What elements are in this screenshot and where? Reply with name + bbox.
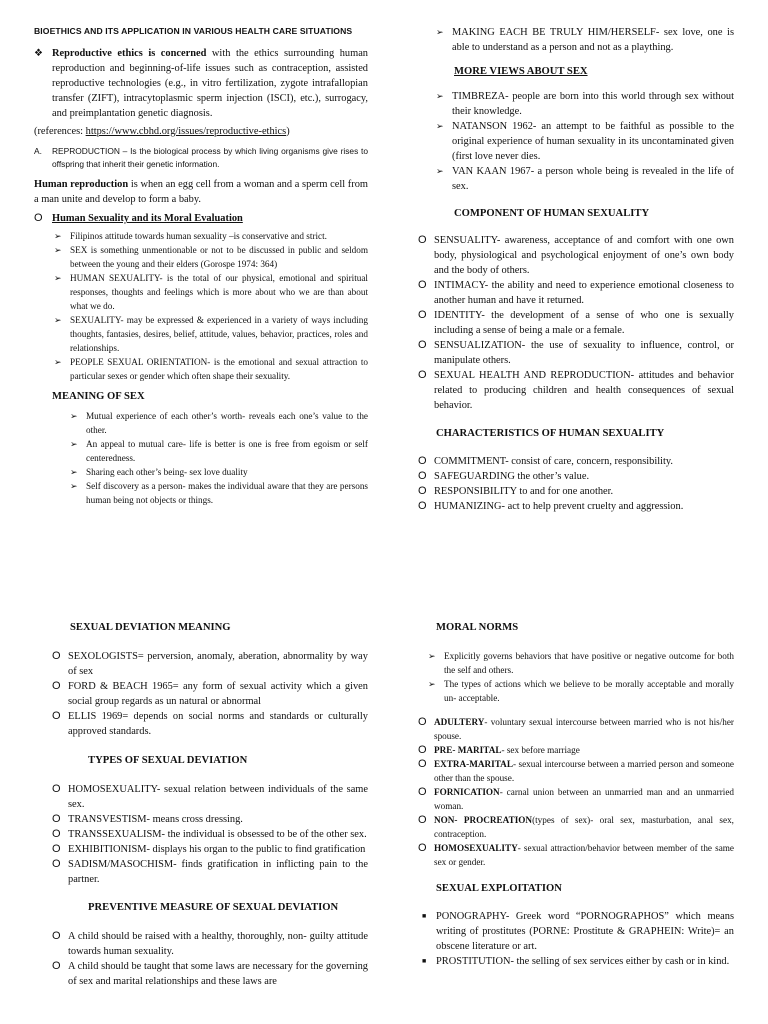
sexuality-item-text: PEOPLE SEXUAL ORIENTATION- is the emotional and sexual attraction to particular sexes or gender which often shape their sexuality. bbox=[70, 357, 368, 381]
repro-ethics-item bbox=[34, 46, 368, 121]
moral-term: EXTRA-MARITAL bbox=[434, 759, 513, 769]
moral-terms-list bbox=[418, 715, 734, 869]
references-link[interactable]: https://www.cbhd.org/issues/reproductive-ethics bbox=[85, 126, 287, 137]
sexuality-heading: Human Sexuality and its Moral Evaluation bbox=[52, 213, 243, 224]
meaning-item-text: Sharing each other’s being- sex love duality bbox=[86, 467, 248, 477]
document-title: BIOETHICS AND ITS APPLICATION IN VARIOUS HEALTH CARE SITUATIONS bbox=[34, 26, 353, 36]
reproduction-definition bbox=[34, 145, 368, 171]
list-item bbox=[70, 409, 368, 437]
list-item bbox=[52, 649, 368, 679]
moral-term-text: - voluntary sexual intercourse between married who is not his/her spouse. bbox=[434, 717, 734, 741]
circle-bullet-icon: O bbox=[418, 309, 427, 321]
repro-ethics-list bbox=[34, 46, 368, 121]
circle-bullet-icon: O bbox=[52, 930, 61, 942]
human-reproduction-text: is when an egg cell from a woman and a sperm cell from a man unite and develop to form a baby. bbox=[34, 179, 369, 205]
more-views-text: NATANSON 1962- an attempt to be faithful as possible to the original experience of human sexuality in its uncontaminated given (first love never dies. bbox=[452, 121, 734, 162]
references-line bbox=[34, 124, 368, 139]
moral-norm-text: Explicitly governs behaviors that have positive or negative outcome for both the self and others. bbox=[444, 651, 734, 675]
reproduction-marker: A. bbox=[34, 146, 42, 156]
arrow-bullet-icon: ➢ bbox=[436, 121, 444, 131]
more-views-text: TIMBREZA- people are born into this world through sex without their knowledge. bbox=[452, 91, 734, 117]
moral-norm-text: The types of actions which we believe to be morally acceptable and morally un- acceptable. bbox=[444, 679, 734, 703]
preventive-text: A child should be raised with a healthy, thoroughly, non- guilty attitude towards human sexuality. bbox=[68, 931, 368, 957]
list-item bbox=[418, 233, 734, 278]
component-text: INTIMACY- the ability and need to experience emotional closeness to another human and have it returned. bbox=[434, 280, 734, 306]
list-item bbox=[436, 119, 734, 164]
list-item bbox=[418, 338, 734, 368]
list-item bbox=[52, 959, 368, 989]
meaning-item-text: Mutual experience of each other’s worth- reveals each one’s value to the other. bbox=[86, 411, 368, 435]
component-text: SEXUAL HEALTH AND REPRODUCTION- attitudes and behavior related to producing children and health consequences of sexual behavior. bbox=[434, 370, 734, 411]
list-item bbox=[418, 368, 734, 413]
repro-ethics-text: with the ethics surrounding human reproduction and beginning-of-life issues such as contraception, assisted reproductive technologies (e.g., in vitro fertilization, zygote intrafallopian transfer (ZIFT), intracytoplasmic sperm injection (ISCI), etc.), surrogacy, and preimplantation genetic diagnosis. bbox=[52, 48, 369, 119]
arrow-bullet-icon: ➢ bbox=[70, 481, 78, 491]
left-bottom-column bbox=[52, 618, 368, 989]
making-list bbox=[436, 25, 734, 55]
preventive-heading: PREVENTIVE MEASURE OF SEXUAL DEVIATION bbox=[88, 902, 339, 913]
preventive-text: A child should be taught that some laws are necessary for the governing of sex and marital relationships and these laws are bbox=[68, 961, 368, 987]
human-reproduction-paragraph bbox=[34, 177, 368, 207]
moral-term: FORNICATION bbox=[434, 787, 500, 797]
sexuality-heading-list bbox=[34, 211, 368, 226]
list-item bbox=[54, 271, 368, 313]
characteristics-list bbox=[418, 454, 734, 514]
deviation-meaning-text: ELLIS 1969= depends on social norms and standards or culturally approved standards. bbox=[68, 711, 368, 737]
characteristic-text: HUMANIZING- act to help prevent cruelty and aggression. bbox=[434, 501, 684, 512]
deviation-meaning-text: FORD & BEACH 1965= any form of sexual activity which a given social group regards as un natural or abnormal bbox=[68, 681, 368, 707]
list-item bbox=[418, 469, 734, 484]
right-top-column bbox=[418, 24, 734, 514]
characteristic-text: SAFEGUARDING the other’s value. bbox=[434, 471, 590, 482]
list-item bbox=[418, 278, 734, 308]
moral-term-text: - sexual attraction/behavior between member of the same sex or gender. bbox=[434, 843, 734, 867]
arrow-bullet-icon: ➢ bbox=[436, 91, 444, 101]
list-item bbox=[418, 909, 734, 954]
square-bullet-icon: ■ bbox=[422, 957, 427, 965]
list-item bbox=[418, 954, 734, 969]
list-item bbox=[428, 649, 734, 677]
list-item bbox=[52, 929, 368, 959]
meaning-of-sex-items bbox=[70, 409, 368, 507]
arrow-bullet-icon: ➢ bbox=[54, 245, 62, 255]
preventive-list bbox=[52, 929, 368, 989]
list-item bbox=[428, 677, 734, 705]
component-text: SENSUALITY- awareness, acceptance of and comfort with one own body, physiological and psychological enjoyment of one’s own body and the body of others. bbox=[434, 235, 734, 276]
human-reproduction-term: Human reproduction bbox=[34, 179, 129, 190]
moral-term-text: - carnal union between an unmarried man and an unmarried woman. bbox=[434, 787, 734, 811]
circle-bullet-icon: O bbox=[418, 455, 427, 467]
list-item bbox=[436, 25, 734, 55]
meaning-item-text: Self discovery as a person- makes the individual aware that they are persons human being not objects or things. bbox=[86, 481, 368, 505]
circle-bullet-icon: O bbox=[418, 716, 427, 728]
circle-bullet-icon: O bbox=[418, 842, 427, 854]
arrow-bullet-icon: ➢ bbox=[428, 651, 436, 661]
circle-bullet-icon: O bbox=[52, 680, 61, 692]
arrow-bullet-icon: ➢ bbox=[436, 27, 444, 37]
exploitation-heading: SEXUAL EXPLOITATION bbox=[436, 883, 562, 894]
deviation-type-text: SADISM/MASOCHISM- finds gratification in inflicting pain to the partner. bbox=[68, 859, 368, 885]
arrow-bullet-icon: ➢ bbox=[436, 166, 444, 176]
characteristic-text: RESPONSIBILITY to and for one another. bbox=[434, 486, 614, 497]
component-list bbox=[418, 233, 734, 413]
arrow-bullet-icon: ➢ bbox=[70, 411, 78, 421]
moral-term: PRE- MARITAL bbox=[434, 745, 502, 755]
list-item bbox=[54, 355, 368, 383]
arrow-bullet-icon: ➢ bbox=[54, 357, 62, 367]
references-suffix: ) bbox=[286, 126, 290, 137]
deviation-meaning-heading: SEXUAL DEVIATION MEANING bbox=[70, 622, 231, 633]
moral-term: ADULTERY bbox=[434, 717, 485, 727]
left-top-column bbox=[34, 24, 368, 507]
list-item bbox=[418, 841, 734, 869]
list-item bbox=[418, 715, 734, 743]
more-views-list bbox=[436, 89, 734, 194]
square-bullet-icon: ■ bbox=[422, 912, 427, 920]
exploitation-text: PROSTITUTION- the selling of sex services either by cash or in kind. bbox=[436, 956, 730, 967]
list-item bbox=[70, 479, 368, 507]
circle-bullet-icon: O bbox=[52, 843, 61, 855]
circle-bullet-icon: O bbox=[418, 758, 427, 770]
list-item bbox=[54, 313, 368, 355]
more-views-text: VAN KAAN 1967- a person whole being is revealed in the life of sex. bbox=[452, 166, 734, 192]
sexuality-item-text: SEXUALITY- may be expressed & experienced in a variety of ways including thoughts, fantasies, desires, belief, attitude, values, behavior, practices, roles and relationships. bbox=[70, 315, 368, 353]
moral-term-text: (types of sex)- oral sex, masturbation, anal sex, contraception. bbox=[434, 815, 734, 839]
list-item bbox=[418, 813, 734, 841]
component-heading: COMPONENT OF HUMAN SEXUALITY bbox=[454, 208, 650, 219]
component-text: IDENTITY- the development of a sense of who one is sexually including a sense of being a male or a female. bbox=[434, 310, 734, 336]
arrow-bullet-icon: ➢ bbox=[70, 467, 78, 477]
circle-bullet-icon: O bbox=[418, 369, 427, 381]
list-item bbox=[70, 437, 368, 465]
list-item bbox=[418, 757, 734, 785]
characteristic-text: COMMITMENT- consist of care, concern, responsibility. bbox=[434, 456, 674, 467]
list-item bbox=[52, 827, 368, 842]
circle-bullet-icon: O bbox=[418, 485, 427, 497]
circle-bullet-icon: O bbox=[418, 500, 427, 512]
characteristics-heading: CHARACTERISTICS OF HUMAN SEXUALITY bbox=[436, 428, 665, 439]
deviation-types-list bbox=[52, 782, 368, 887]
list-item bbox=[418, 484, 734, 499]
list-item bbox=[52, 857, 368, 887]
list-item bbox=[436, 89, 734, 119]
circle-bullet-icon: O bbox=[52, 828, 61, 840]
sexuality-items bbox=[54, 229, 368, 383]
moral-term: NON- PROCREATION bbox=[434, 815, 533, 825]
moral-term: HOMOSEXUALITY bbox=[434, 843, 518, 853]
sexuality-item-text: HUMAN SEXUALITY- is the total of our physical, emotional and spiritual responses, thoughts and feelings which is more about who we are than about what we do. bbox=[70, 273, 368, 311]
circle-bullet-icon: O bbox=[418, 814, 427, 826]
making-item-text: MAKING EACH BE TRULY HIM/HERSELF- sex love, one is able to understand as a person and not as a plaything. bbox=[452, 27, 734, 53]
sexuality-item-text: SEX is something unmentionable or not to be discussed in public and seldom between the young and their elders (Gorospe 1974: 364) bbox=[70, 245, 368, 269]
list-item bbox=[418, 308, 734, 338]
circle-bullet-icon: O bbox=[52, 783, 61, 795]
component-text: SENSUALIZATION- the use of sexuality to influence, control, or manipulate others. bbox=[434, 340, 734, 366]
list-item bbox=[418, 454, 734, 469]
circle-bullet-icon: O bbox=[418, 339, 427, 351]
list-item bbox=[52, 709, 368, 739]
deviation-types-heading: TYPES OF SEXUAL DEVIATION bbox=[88, 755, 248, 766]
list-item bbox=[70, 465, 368, 479]
more-views-heading: MORE VIEWS ABOUT SEX bbox=[454, 66, 588, 77]
circle-bullet-icon: O bbox=[52, 650, 61, 662]
list-item bbox=[54, 243, 368, 271]
moral-term-text: - sex before marriage bbox=[501, 745, 580, 755]
circle-bullet-icon: O bbox=[418, 234, 427, 246]
circle-bullet-icon: O bbox=[52, 858, 61, 870]
reproduction-text: REPRODUCTION – Is the biological process by which living organisms give rises to offspring that inherit their genetic information. bbox=[52, 146, 368, 169]
circle-bullet-icon: O bbox=[52, 813, 61, 825]
diamond-bullet-icon: ❖ bbox=[34, 48, 43, 59]
exploitation-list bbox=[418, 909, 734, 969]
list-item bbox=[436, 164, 734, 194]
right-bottom-column bbox=[418, 618, 734, 969]
sexuality-item-text: Filipinos attitude towards human sexuality –is conservative and strict. bbox=[70, 231, 327, 241]
repro-ethics-is: is concerned bbox=[142, 48, 207, 59]
list-item bbox=[52, 812, 368, 827]
circle-bullet-icon: O bbox=[418, 470, 427, 482]
meaning-item-text: An appeal to mutual care- life is better is one is free from egoism or self centeredness. bbox=[86, 439, 368, 463]
meaning-of-sex-heading: MEANING OF SEX bbox=[52, 391, 145, 402]
deviation-meaning-list bbox=[52, 649, 368, 739]
list-item bbox=[52, 842, 368, 857]
deviation-type-text: TRANSVESTISM- means cross dressing. bbox=[68, 814, 243, 825]
repro-ethics-term: Reproductive ethics bbox=[52, 48, 143, 59]
list-item bbox=[418, 499, 734, 514]
circle-bullet-icon: O bbox=[34, 212, 43, 224]
arrow-bullet-icon: ➢ bbox=[54, 231, 62, 241]
list-item bbox=[52, 679, 368, 709]
moral-norms-heading: MORAL NORMS bbox=[436, 622, 519, 633]
arrow-bullet-icon: ➢ bbox=[428, 679, 436, 689]
circle-bullet-icon: O bbox=[418, 279, 427, 291]
list-item bbox=[54, 229, 368, 243]
circle-bullet-icon: O bbox=[418, 744, 427, 756]
arrow-bullet-icon: ➢ bbox=[70, 439, 78, 449]
moral-norms-arrow-list bbox=[428, 649, 734, 705]
exploitation-text: PONOGRAPHY- Greek word “PORNOGRAPHOS” which means writing of prostitutes (PORNE: Prostitute & GRAPHEIN: Write)= an obscene literature or art. bbox=[436, 911, 734, 952]
deviation-type-text: EXHIBITIONISM- displays his organ to the public to find gratification bbox=[68, 844, 366, 855]
circle-bullet-icon: O bbox=[52, 710, 61, 722]
circle-bullet-icon: O bbox=[418, 786, 427, 798]
list-item bbox=[418, 743, 734, 757]
references-prefix: (references: bbox=[34, 126, 86, 137]
list-item bbox=[418, 785, 734, 813]
arrow-bullet-icon: ➢ bbox=[54, 315, 62, 325]
moral-term-text: - sexual intercourse between a married person and someone other than the spouse. bbox=[434, 759, 734, 783]
deviation-type-text: TRANSSEXUALISM- the individual is obsessed to be of the other sex. bbox=[68, 829, 367, 840]
sexuality-heading-item bbox=[34, 211, 368, 226]
list-item bbox=[52, 782, 368, 812]
arrow-bullet-icon: ➢ bbox=[54, 273, 62, 283]
deviation-meaning-text: SEXOLOGISTS= perversion, anomaly, aberation, abnormality by way of sex bbox=[68, 651, 368, 677]
circle-bullet-icon: O bbox=[52, 960, 61, 972]
deviation-type-text: HOMOSEXUALITY- sexual relation between individuals of the same sex. bbox=[68, 784, 368, 810]
